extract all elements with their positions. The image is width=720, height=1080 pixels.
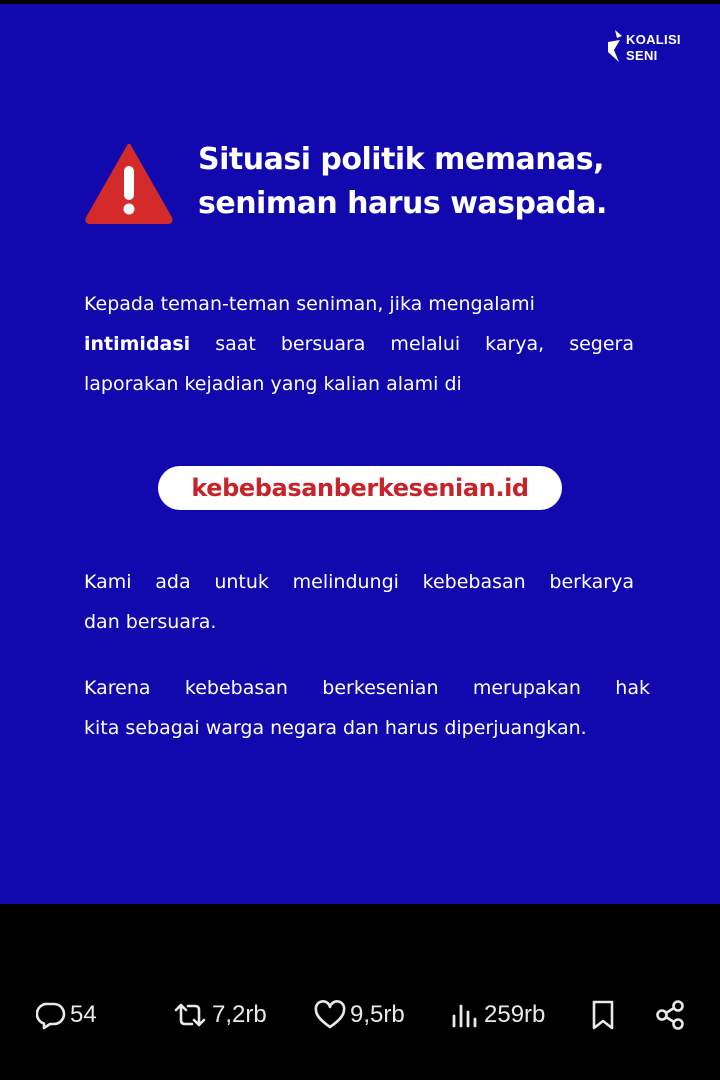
share-button[interactable]: [654, 990, 686, 1040]
views-button[interactable]: [450, 990, 545, 1040]
koalisi-seni-logo: [606, 28, 706, 72]
intro-line3: laporakan kejadian yang kalian alami di: [84, 373, 462, 395]
bookmark-button[interactable]: [588, 990, 618, 1040]
logo-text-line2: SENI: [626, 48, 658, 63]
bookmark-icon: [588, 999, 618, 1031]
reply-button[interactable]: [36, 990, 97, 1040]
link-pill[interactable]: kebebasanberkesenian.id: [158, 466, 562, 510]
share-icon: [654, 999, 686, 1031]
intro-paragraph: [84, 284, 634, 404]
views-icon: [450, 1000, 480, 1030]
reply-icon: [36, 1000, 66, 1030]
intro-line1: Kepada teman-teman seniman, jika mengalami: [84, 293, 535, 315]
headline-line1: Situasi politik memanas,: [198, 142, 605, 177]
post-image[interactable]: [0, 4, 720, 904]
reply-count: 54: [70, 1001, 97, 1028]
headline: [198, 138, 668, 226]
warning-triangle-icon: [84, 142, 174, 224]
intro-line2: [84, 324, 634, 364]
koalisi-seni-mark-icon: [606, 30, 624, 64]
paragraph-rights-line1: Karena kebebasan berkesenian merupakan hak: [84, 677, 650, 699]
repost-icon: [172, 1000, 208, 1030]
paragraph-protect-line1: Kami ada untuk melindungi kebebasan berkarya: [84, 571, 634, 593]
headline-line2: seniman harus waspada.: [198, 186, 607, 221]
like-count: 9,5rb: [350, 1001, 405, 1028]
paragraph-rights-line2: kita sebagai warga negara dan harus diperjuangkan.: [84, 717, 587, 739]
repost-button[interactable]: [172, 990, 267, 1040]
intro-after-bold: saat bersuara melalui karya, segera: [215, 333, 634, 355]
paragraph-protect-line2: dan bersuara.: [84, 611, 217, 633]
like-icon: [314, 1000, 346, 1030]
paragraph-protect: [84, 562, 634, 642]
intro-bold-word: intimidasi: [84, 333, 191, 355]
repost-count: 7,2rb: [212, 1001, 267, 1028]
like-button[interactable]: [314, 990, 405, 1040]
logo-text-line1: KOALISI: [626, 32, 681, 47]
post-action-bar: [0, 990, 720, 1040]
views-count: 259rb: [484, 1001, 546, 1028]
paragraph-rights: [84, 668, 650, 748]
